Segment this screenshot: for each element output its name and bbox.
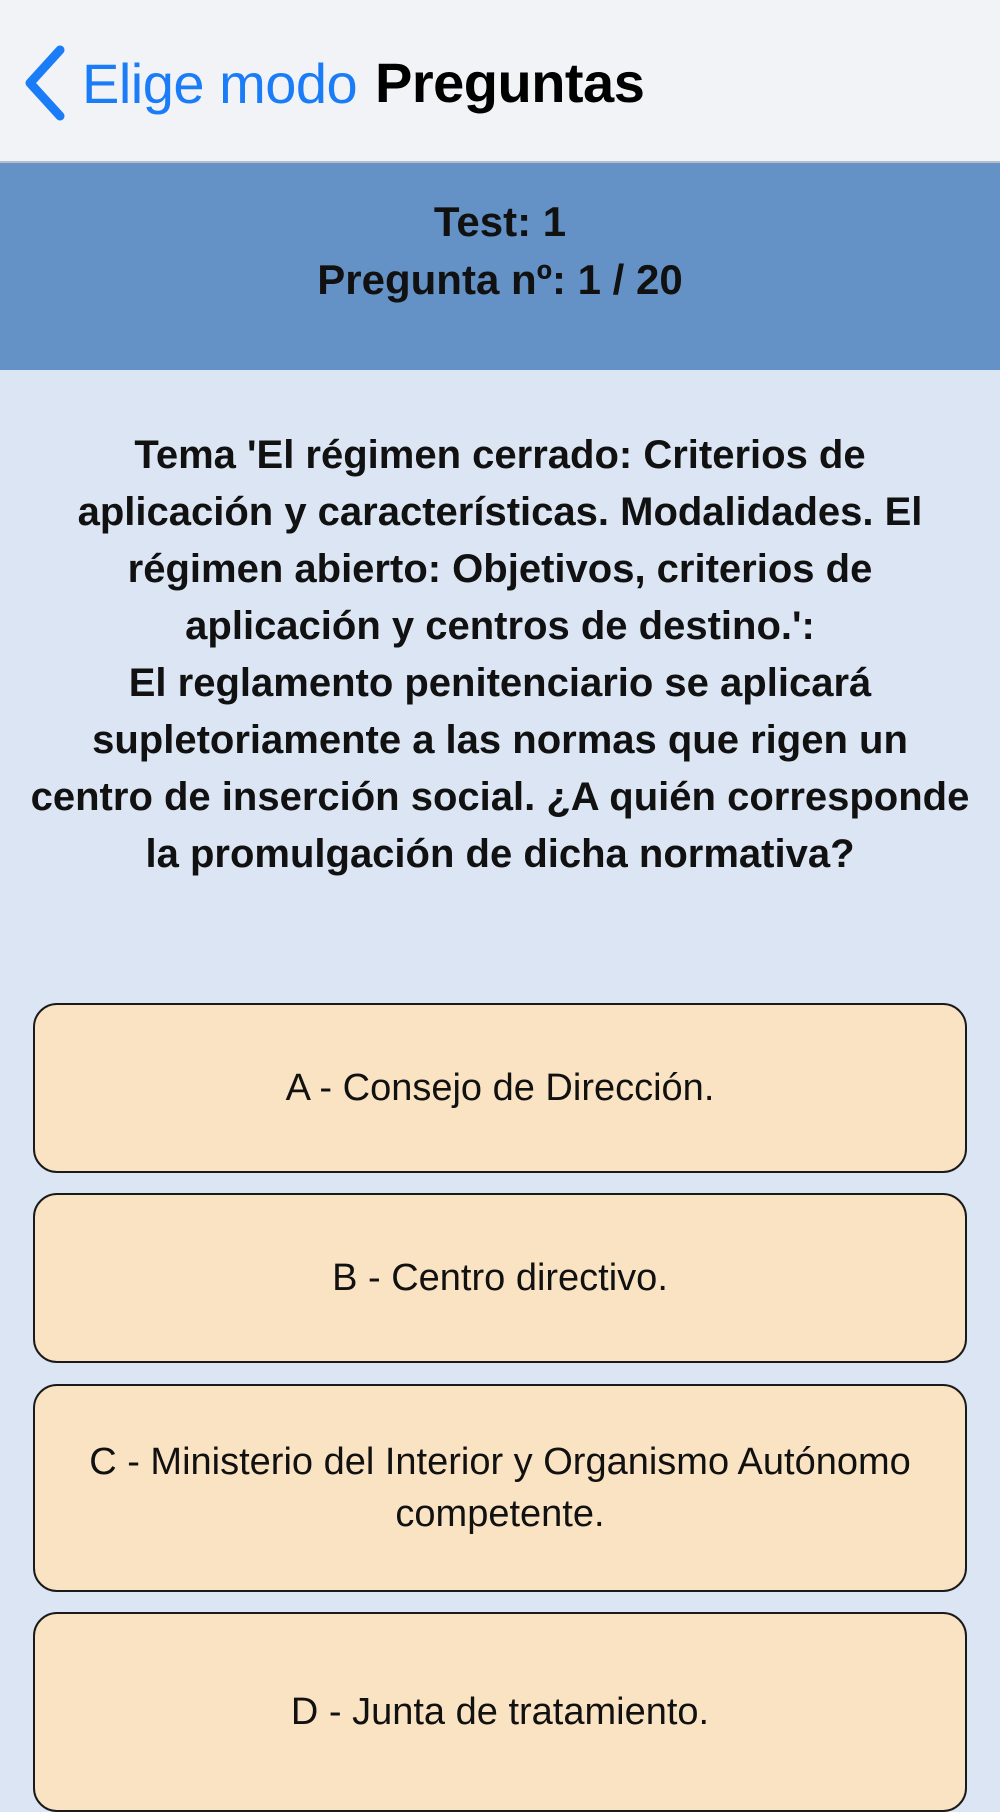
- question-text: [20, 427, 980, 883]
- question-line: la promulgación de dicha normativa?: [145, 832, 855, 876]
- answer-label-d: D - Junta de tratamiento.: [290, 1691, 710, 1733]
- test-info-header: [0, 163, 1000, 370]
- answer-label-b: B - Centro directivo.: [332, 1257, 668, 1299]
- test-number: Test: 1: [433, 198, 567, 245]
- question-line: régimen abierto: Objetivos, criterios de: [127, 547, 873, 591]
- question-line: aplicación y centros de destino.':: [185, 604, 815, 648]
- question-line: aplicación y características. Modalidades. El: [77, 490, 923, 534]
- question-line: El reglamento penitenciario se aplicará: [128, 661, 872, 705]
- answer-button-c[interactable]: [33, 1384, 967, 1592]
- answer-button-a[interactable]: [33, 1003, 967, 1173]
- question-counter: Pregunta nº: 1 / 20: [317, 256, 683, 303]
- answer-label-c: C - Ministerio del Interior y Organismo Autónomo competente.: [89, 1441, 911, 1535]
- answer-button-d[interactable]: [33, 1612, 967, 1812]
- back-button-label: Elige modo: [82, 51, 358, 115]
- answer-button-b[interactable]: [33, 1193, 967, 1363]
- page-title: Preguntas: [375, 51, 645, 114]
- chevron-left-icon: [22, 44, 66, 122]
- answer-label-a: A - Consejo de Dirección.: [285, 1067, 715, 1109]
- back-button[interactable]: [22, 40, 357, 126]
- navigation-bar: [0, 0, 1000, 163]
- question-line: Tema 'El régimen cerrado: Criterios de: [134, 433, 866, 477]
- question-line: supletoriamente a las normas que rigen un: [92, 718, 908, 762]
- question-line: centro de inserción social. ¿A quién corresponde: [30, 775, 970, 819]
